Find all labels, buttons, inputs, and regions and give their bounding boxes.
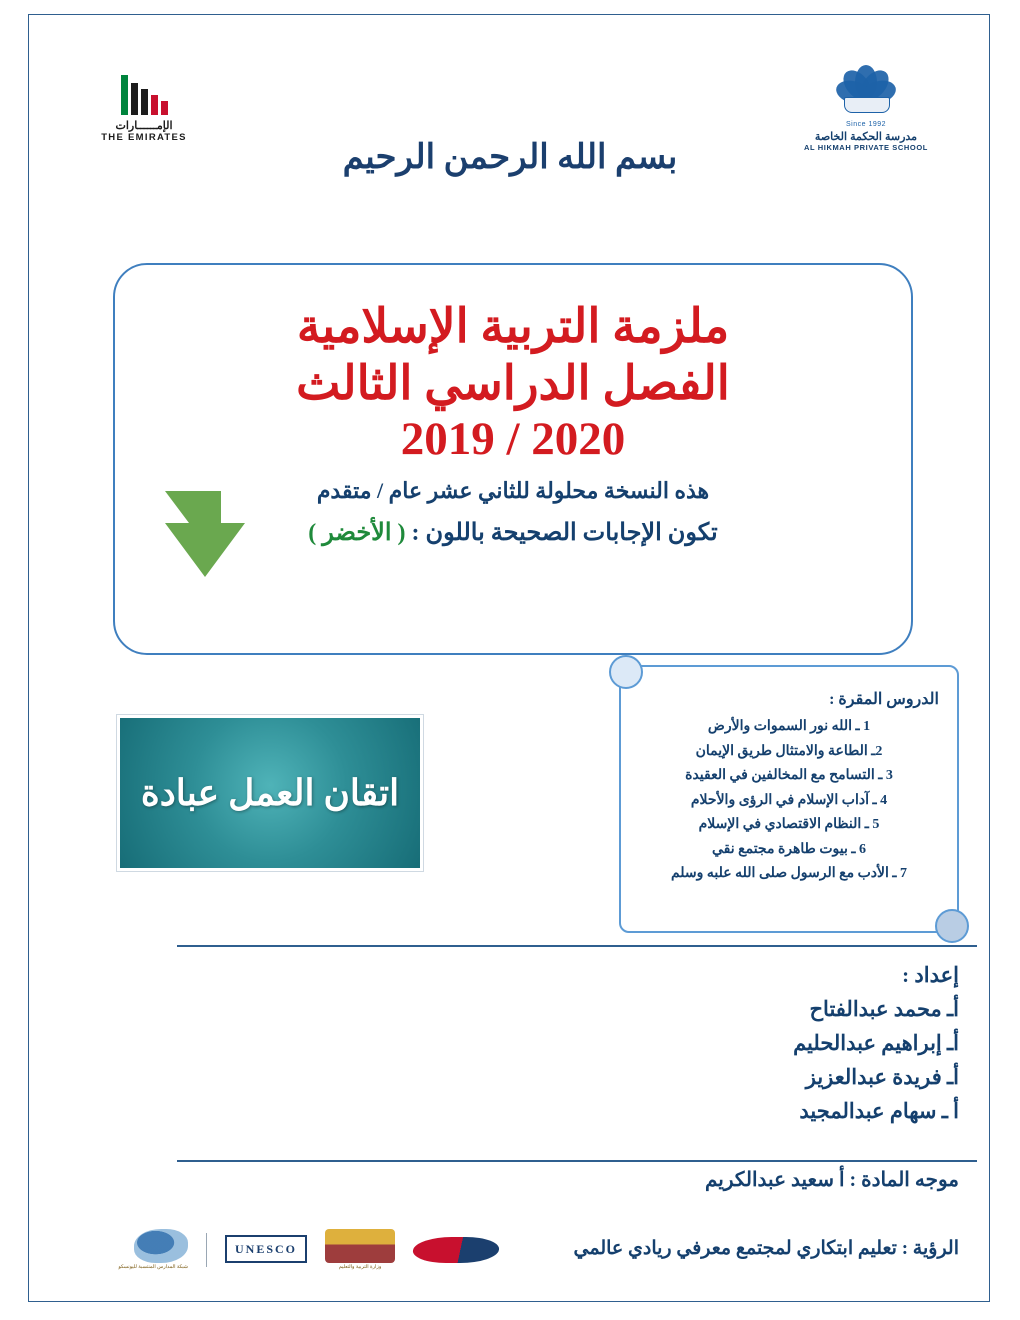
school-name-ar: مدرسة الحكمة الخاصة — [814, 131, 918, 143]
lesson-item: 6 ـ بيوت طاهرة مجتمع نقي — [712, 841, 866, 857]
credits-block — [179, 957, 959, 1133]
document-page — [28, 14, 990, 1302]
green-arrow-icon — [159, 485, 269, 585]
credit-person: أـ إبراهيم عبدالحليم — [793, 1031, 959, 1055]
footer-logos — [79, 1220, 499, 1280]
credits-heading: إعداد : — [902, 963, 959, 987]
divider-top — [177, 945, 977, 947]
emirates-flag-bars-icon — [79, 73, 209, 115]
vision-statement: الرؤية : تعليم ابتكاري لمجتمع معرفي ريادي عالمي — [573, 1238, 959, 1259]
unesco-logo-text: UNESCO — [225, 1235, 307, 1263]
unesco-logo — [225, 1235, 307, 1265]
solved-version-note: هذه النسخة محلولة للثاني عشر عام / متقدم — [316, 477, 710, 503]
ithqan-banner-image — [117, 715, 423, 871]
moe-crest-caption: وزارة التربية والتعليم — [338, 1264, 382, 1271]
moe-crest-logo — [325, 1229, 395, 1271]
title-line-2: الفصل الدراسي الثالث — [296, 358, 730, 411]
unesco-associated-caption: شبكة المدارس المنتسبة لليونسكو — [118, 1264, 188, 1271]
credit-person: أ ـ سهام عبدالمجيد — [799, 1099, 959, 1123]
school-name-en: AL HIKMAH PRIVATE SCHOOL — [804, 143, 928, 152]
lesson-item: 1 ـ الله نور السموات والأرض — [707, 719, 871, 734]
banner-text: اتقان العمل عبادة — [140, 773, 400, 813]
credit-person: أـ فريدة عبدالعزيز — [805, 1065, 959, 1089]
lesson-item: 4 ـ آداب الإسلام في الرؤى والأحلام — [690, 792, 888, 808]
emirates-logo — [79, 73, 209, 143]
ministry-education-swirl-logo — [413, 1237, 499, 1263]
school-logo — [791, 63, 941, 152]
emirates-logo-label-en: THE EMIRATES — [101, 132, 187, 143]
school-emblem-icon — [830, 63, 902, 119]
lessons-box — [619, 665, 959, 933]
title-line-1: ملزمة التربية الإسلامية — [296, 301, 730, 353]
lessons-title: الدروس المقرة : — [829, 691, 939, 708]
school-since-label: Since 1992 — [845, 121, 887, 128]
scroll-curl-bottom-icon — [935, 909, 969, 943]
academic-year: 2019 / 2020 — [400, 412, 626, 465]
title-box — [113, 263, 913, 655]
supervisor-line: موجه المادة : أ سعيد عبدالكريم — [704, 1169, 959, 1191]
divider-bottom — [177, 1160, 977, 1162]
credit-person: أـ محمد عبدالفتاح — [809, 997, 959, 1021]
answer-color-word: ( الأخضر ) — [308, 519, 406, 546]
lesson-item: 7 ـ الأدب مع الرسول صلى الله علبه وسلم — [670, 866, 907, 881]
lesson-item: 5 ـ النظام الاقتصادي في الإسلام — [698, 817, 880, 832]
emirates-logo-label-ar: الإمــــــارات — [115, 120, 173, 132]
basmala-text: بسم الله الرحمن الرحيم — [342, 139, 678, 176]
scroll-curl-top-icon — [609, 655, 643, 689]
lesson-item: 2ـ الطاعة والامتثال طريق الإيمان — [695, 743, 883, 759]
lesson-item: 3 ـ التسامح مع المخالفين في العقيدة — [685, 768, 893, 783]
answer-color-prefix: تكون الإجابات الصحيحة باللون : — [411, 519, 718, 546]
footer-logo-divider — [206, 1233, 207, 1267]
unesco-associated-schools-logo — [118, 1229, 188, 1271]
